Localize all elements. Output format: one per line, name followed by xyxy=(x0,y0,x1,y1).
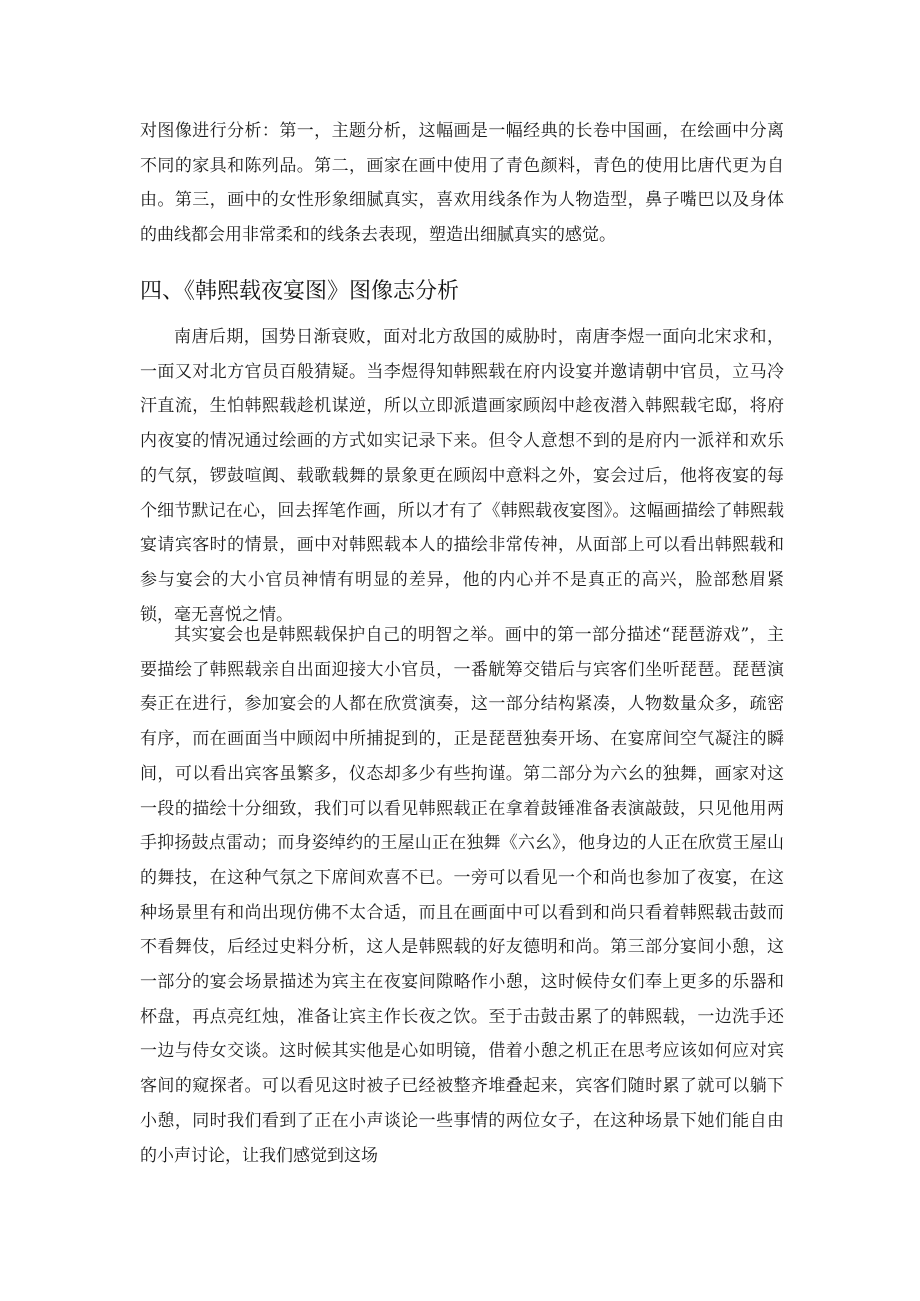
body-paragraph-1: 南唐后期，国势日渐衰败，面对北方敌国的威胁时，南唐李煜一面向北宋求和，一面又对北方官员百般猜疑。当李煜得知韩熙载在府内设宴并邀请朝中官员，立马冷汗直流，生怕韩熙载趁机谋逆，所以立即派遣画家顾闳中趁夜潜入韩熙载宅邸，将府内夜宴的情况通过绘画的方式如实记录下来。但令人意想不到的是府内一派祥和欢乐的气氛，锣鼓喧阗、载歌载舞的景象更在顾闳中意料之外，宴会过后，他将夜宴的每个细节默记在心，回去挥笔作画，所以才有了《韩熙载夜宴图》。这幅画描绘了韩熙载宴请宾客时的情景，画中对韩熙载本人的描绘非常传神，从面部上可以看出韩熙载和参与宴会的大小官员神情有明显的差异，他的内心并不是真正的高兴，脸部愁眉紧锁，毫无喜悦之情。 xyxy=(140,327,784,625)
section-heading: 四、《韩熙载夜宴图》图像志分析 xyxy=(140,279,460,304)
intro-paragraph: 对图像进行分析：第一，主题分析，这幅画是一幅经典的长卷中国画，在绘画中分离不同的家具和陈列品。第二，画家在画中使用了青色颜料，青色的使用比唐代更为自由。第三，画中的女性形象细腻真实，喜欢用线条作为人物造型，鼻子嘴巴以及身体的曲线都会用非常柔和的线条去表现，塑造出细腻真实的感觉。 xyxy=(140,121,784,246)
body-paragraph-2: 其实宴会也是韩熙载保护自己的明智之举。画中的第一部分描述“琵琶游戏”，主要描绘了韩熙载亲自出面迎接大小官员，一番觥筹交错后与宾客们坐听琵琶。琵琶演奏正在进行，参加宴会的人都在欣赏演奏，这一部分结构紧凑，人物数量众多，疏密有序，而在画面当中顾闳中所捕捉到的，正是琵琶独奏开场、在宴席间空气凝注的瞬间，可以看出宾客虽繁多，仪态却多少有些拘谨。第二部分为六幺的独舞，画家对这一段的描绘十分细致，我们可以看见韩熙载正在拿着鼓锤准备表演敲鼓，只见他用两手抑扬鼓点雷动；而身姿绰约的王屋山正在独舞《六幺》，他身边的人正在欣赏王屋山的舞技，在这种气氛之下席间欢喜不已。一旁可以看见一个和尚也参加了夜宴，在这种场景里有和尚出现仿佛不太合适，而且在画面中可以看到和尚只看着韩熙载击鼓而不看舞伎，后经过史料分析，这人是韩熙载的好友德明和尚。第三部分宴间小憩，这一部分的宴会场景描述为宾主在夜宴间隙略作小憩，这时候侍女们奉上更多的乐器和杯盘，再点亮红烛，准备让宾主作长夜之饮。至于击鼓击累了的韩熙载，一边洗手还一边与侍女交谈。这时候其实他是心如明镜，借着小憩之机正在思考应该如何应对宾客间的窥探者。可以看见这时被子已经被整齐堆叠起来，宾客们随时累了就可以躺下小憩，同时我们看到了正在小声谈论一些事情的两位女子，在这种场景下她们能自由的小声讨论，让我们感觉到这场 xyxy=(140,625,784,1166)
